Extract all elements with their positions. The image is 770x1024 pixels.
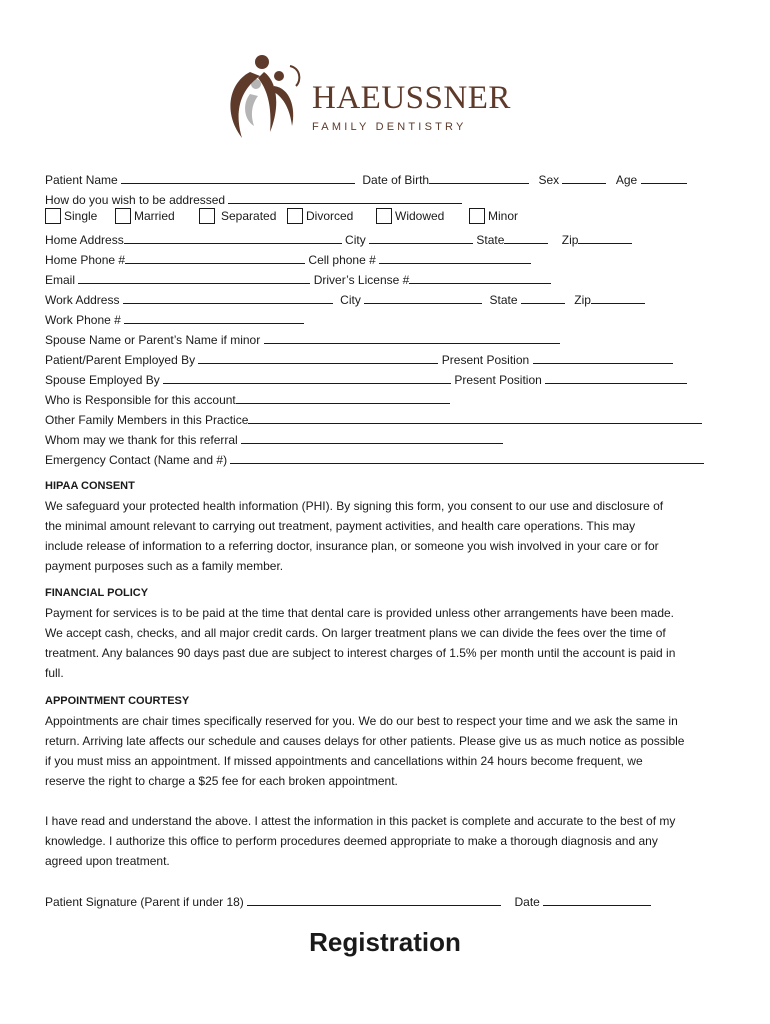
text-line: agreed upon treatment. bbox=[45, 854, 170, 868]
checkbox[interactable] bbox=[45, 208, 61, 224]
signature-label: Patient Signature (Parent if under 18) bbox=[45, 895, 244, 909]
option-label: Minor bbox=[488, 209, 519, 223]
text-line: We accept cash, checks, and all major credit cards. On larger treatment plans we can divide the fees over the time of bbox=[45, 626, 666, 640]
responsible-label: Who is Responsible for this account bbox=[45, 393, 236, 407]
emergency-label: Emergency Contact (Name and #) bbox=[45, 453, 228, 467]
page-title: Registration bbox=[309, 927, 461, 957]
row-signature bbox=[45, 894, 651, 909]
spouse-position-label: Present Position bbox=[454, 373, 542, 387]
work-address-field[interactable] bbox=[123, 292, 333, 304]
city-label: City bbox=[345, 233, 366, 247]
addressed-label: How do you wish to be addressed bbox=[45, 193, 226, 207]
hipaa-text bbox=[45, 496, 725, 576]
row-work-phone bbox=[45, 312, 304, 327]
row-referral bbox=[45, 432, 503, 447]
checkbox[interactable] bbox=[376, 208, 392, 224]
state-field[interactable] bbox=[504, 232, 548, 244]
zip-label: Zip bbox=[561, 233, 579, 247]
status-minor[interactable] bbox=[469, 208, 518, 224]
patient-employed-label: Patient/Parent Employed By bbox=[45, 353, 196, 367]
home-address-field[interactable] bbox=[124, 232, 342, 244]
row-spouse-employed bbox=[45, 372, 687, 387]
work-zip-label: Zip bbox=[574, 293, 591, 307]
family-figures-icon bbox=[220, 52, 310, 144]
option-label: Divorced bbox=[306, 209, 354, 223]
hipaa-heading: HIPAA CONSENT bbox=[45, 480, 135, 492]
text-line: return. Arriving late affects our schedule and causes delays for other patients. Please give us as much notice as possible bbox=[45, 734, 685, 748]
responsible-field[interactable] bbox=[236, 392, 450, 404]
text-line: Appointments are chair times specifically reserved for you. We do our best to respect your time and we ask the same in bbox=[45, 714, 678, 728]
city-field[interactable] bbox=[369, 232, 473, 244]
cell-phone-field[interactable] bbox=[379, 252, 531, 264]
appointment-text bbox=[45, 711, 725, 791]
row-responsible bbox=[45, 392, 450, 407]
checkbox[interactable] bbox=[287, 208, 303, 224]
text-line: treatment. Any balances 90 days past due are subject to interest charges of 1.5% per month until the account is paid in bbox=[45, 646, 676, 660]
status-married[interactable] bbox=[115, 208, 175, 224]
practice-logo bbox=[220, 52, 560, 144]
text-line: I have read and understand the above. I attest the information in this packet is complete and accurate to the best of my bbox=[45, 814, 676, 828]
checkbox[interactable] bbox=[199, 208, 215, 224]
work-city-field[interactable] bbox=[364, 292, 482, 304]
work-city-label: City bbox=[340, 293, 361, 307]
emergency-field[interactable] bbox=[230, 452, 704, 464]
status-single[interactable] bbox=[45, 208, 97, 224]
sex-label: Sex bbox=[538, 173, 560, 187]
text-line: the minimal amount relevant to carrying out treatment, payment activities, and health care operations. This may bbox=[45, 519, 636, 533]
home-address-label: Home Address bbox=[45, 233, 124, 247]
row-email bbox=[45, 272, 551, 287]
drivers-license-field[interactable] bbox=[409, 272, 551, 284]
row-work-address bbox=[45, 292, 645, 307]
marital-status-options bbox=[45, 208, 565, 226]
row-spouse-name bbox=[45, 332, 560, 347]
drivers-license-label: Driver’s License # bbox=[313, 273, 410, 287]
checkbox[interactable] bbox=[469, 208, 485, 224]
acknowledgement-text bbox=[45, 811, 725, 871]
age-label: Age bbox=[615, 173, 638, 187]
work-state-label: State bbox=[489, 293, 518, 307]
text-line: We safeguard your protected health information (PHI). By signing this form, you consent to our use and disclosure of bbox=[45, 499, 664, 513]
work-phone-field[interactable] bbox=[124, 312, 304, 324]
home-phone-field[interactable] bbox=[125, 252, 305, 264]
patient-name-label: Patient Name bbox=[45, 173, 118, 187]
appointment-heading: APPOINTMENT COURTESY bbox=[45, 695, 190, 707]
text-line: include release of information to a referring doctor, insurance plan, or someone you wish involved in your care or for bbox=[45, 539, 659, 553]
spouse-name-label: Spouse Name or Parent’s Name if minor bbox=[45, 333, 261, 347]
other-members-field[interactable] bbox=[248, 412, 702, 424]
signature-date-field[interactable] bbox=[543, 894, 651, 906]
status-separated[interactable] bbox=[199, 208, 276, 224]
text-line: Payment for services is to be paid at the time that dental care is provided unless other arrangements have been made. bbox=[45, 606, 675, 620]
home-phone-label: Home Phone # bbox=[45, 253, 126, 267]
referral-label: Whom may we thank for this referral bbox=[45, 433, 238, 447]
dob-field[interactable] bbox=[429, 172, 529, 184]
work-phone-label: Work Phone # bbox=[45, 313, 121, 327]
email-label: Email bbox=[45, 273, 76, 287]
text-line: if you must miss an appointment. If missed appointments and cancellations within 24 hours become frequent, we bbox=[45, 754, 643, 768]
addressed-field[interactable] bbox=[228, 192, 462, 204]
patient-employed-field[interactable] bbox=[198, 352, 438, 364]
practice-tagline: FAMILY DENTISTRY bbox=[312, 121, 467, 133]
age-field[interactable] bbox=[641, 172, 687, 184]
state-label: State bbox=[476, 233, 505, 247]
row-addressed bbox=[45, 192, 462, 207]
zip-field[interactable] bbox=[578, 232, 632, 244]
email-field[interactable] bbox=[78, 272, 310, 284]
row-other-members bbox=[45, 412, 702, 427]
text-line: reserve the right to charge a $25 fee for each broken appointment. bbox=[45, 774, 398, 788]
status-widowed[interactable] bbox=[376, 208, 444, 224]
row-phones bbox=[45, 252, 531, 267]
checkbox[interactable] bbox=[115, 208, 131, 224]
work-address-label: Work Address bbox=[45, 293, 120, 307]
other-members-label: Other Family Members in this Practice bbox=[45, 413, 249, 427]
text-line: full. bbox=[45, 666, 64, 680]
work-state-field[interactable] bbox=[521, 292, 565, 304]
text-line: payment purposes such as a family member. bbox=[45, 559, 284, 573]
spouse-name-field[interactable] bbox=[264, 332, 560, 344]
financial-text bbox=[45, 603, 725, 683]
spouse-employed-label: Spouse Employed By bbox=[45, 373, 160, 387]
text-line: knowledge. I authorize this office to perform procedures deemed appropriate to make a thorough diagnosis and any bbox=[45, 834, 658, 848]
financial-heading: FINANCIAL POLICY bbox=[45, 587, 149, 599]
referral-field[interactable] bbox=[241, 432, 503, 444]
spouse-position-field[interactable] bbox=[545, 372, 687, 384]
patient-name-field[interactable] bbox=[121, 172, 355, 184]
signature-date-label: Date bbox=[514, 895, 540, 909]
row-emergency bbox=[45, 452, 704, 467]
row-patient-employed bbox=[45, 352, 673, 367]
option-label: Single bbox=[64, 209, 98, 223]
option-label: Widowed bbox=[395, 209, 445, 223]
sex-field[interactable] bbox=[562, 172, 606, 184]
option-label: Married bbox=[134, 209, 175, 223]
option-label: Separated bbox=[221, 209, 277, 223]
row-patient-name bbox=[45, 172, 687, 187]
practice-name: HAEUSSNER bbox=[312, 80, 511, 116]
present-position-label: Present Position bbox=[441, 353, 530, 367]
spouse-employed-field[interactable] bbox=[163, 372, 451, 384]
status-divorced[interactable] bbox=[287, 208, 353, 224]
signature-field[interactable] bbox=[247, 894, 501, 906]
cell-phone-label: Cell phone # bbox=[308, 253, 376, 267]
row-home-address bbox=[45, 232, 632, 247]
present-position-field[interactable] bbox=[533, 352, 673, 364]
dob-label: Date of Birth bbox=[362, 173, 430, 187]
work-zip-field[interactable] bbox=[591, 292, 645, 304]
